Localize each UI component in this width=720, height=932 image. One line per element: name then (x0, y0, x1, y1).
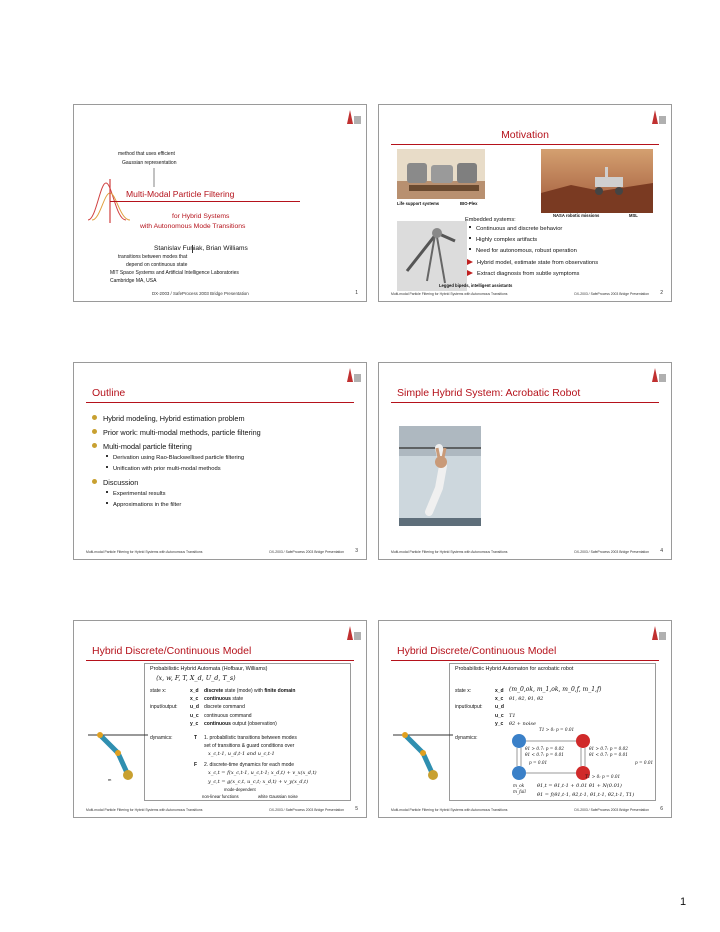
bullet-marker (469, 248, 471, 250)
val-yc: θ2 + noise (509, 721, 536, 727)
var-xc: x_c (495, 696, 504, 702)
mit-logo-icon (341, 624, 363, 642)
outline-item-1: Hybrid modeling, Hybrid estimation problem (92, 414, 245, 423)
prob-right: p = 0.01 (635, 760, 654, 765)
bullet-dot (92, 429, 97, 434)
authors: Stanislav Funiak, Brian Williams (154, 245, 248, 252)
var-ud: u_d (495, 704, 504, 710)
eq-theta-dot: θ̇1 = f(θ1,t-1, θ2,t-1, θ̇1,t-1, θ̇2,t-1, T1) (537, 792, 635, 798)
title-rule (86, 660, 354, 661)
title-rule (391, 660, 659, 661)
footer-left: Multi-modal Particle Filtering for Hybrid Systems with Autonomous Transitions (86, 550, 203, 554)
outline-subitem-4-2: Approximations in the filter (106, 502, 181, 508)
motivation-bullet-3: Need for autonomous, robust operation (469, 248, 577, 254)
caption-bipeds: Legged bipeds, intelligent assistants (439, 283, 513, 288)
var-ud: u_d (190, 704, 199, 710)
desc-xd: discrete state (mode) with finite domain (204, 688, 296, 694)
label-m-fail: m_fail (513, 789, 526, 794)
motivation-arrow-2: Extract diagnosis from subtle symptoms (467, 270, 579, 277)
slide-hybrid-model (73, 620, 367, 818)
guard-3: θ1 > 0.7: p = 0.02 (589, 746, 628, 751)
var-xd: x_d (190, 688, 199, 694)
desc-T-3: x_c,t-1, u_d,t-1 and u_c,t-1 (208, 751, 275, 757)
slide-title: Outline (92, 387, 126, 399)
label-io: input/output: (150, 704, 178, 710)
subtitle-2: with Autonomous Mode Transitions (140, 223, 246, 230)
mit-logo-icon (646, 624, 668, 642)
bullet-marker (469, 226, 471, 228)
mode-node-fail-0 (576, 734, 590, 748)
slide-footer: DX-2003 / SafeProcess 2003 Bridge Presentation (152, 291, 249, 296)
title-rule (391, 144, 659, 145)
eq-output: y_c,t = g(x_c,t, u_c,t; x_d,t) + v_y(x_d,t) (208, 779, 309, 785)
svg-text:m: m (108, 777, 112, 782)
title-rule (391, 402, 659, 403)
bullet-marker (106, 502, 108, 504)
annotation-gaussian: Gaussian representation (122, 160, 177, 166)
pha-tuple: ⟨x, w, F, T, X_d, U_d, T_s⟩ (156, 674, 236, 682)
affiliation-line-1: MIT Space Systems and Artificial Intelligence Laboratories (110, 270, 239, 276)
val-xd: (m_0,ok, m_1,ok, m_0,f, m_1,f) (509, 686, 602, 693)
slide-acrobatic-robot (378, 362, 672, 560)
label-state: state x: (455, 688, 472, 694)
motivation-bullet-1: Continuous and discrete behavior (469, 226, 562, 232)
page-number: 1 (680, 896, 687, 908)
bullet-dot (92, 443, 97, 448)
var-yc: y_c (495, 721, 504, 727)
outline-subitem-3-1: Derivation using Rao-Blackwellised particle filtering (106, 455, 244, 461)
slide-number: 4 (660, 548, 663, 554)
motivation-arrow-1: Hybrid model, estimate state from observations (467, 259, 598, 266)
robot-arm-diagram (393, 731, 453, 791)
slide-number: 1 (355, 290, 358, 296)
desc-xc: continuous state (204, 696, 244, 702)
biped-robot-photo (397, 221, 467, 291)
bullet-marker (469, 237, 471, 239)
slide-title: Simple Hybrid System: Acrobatic Robot (397, 387, 581, 399)
mit-logo-icon (646, 366, 668, 384)
guard-2: θ1 < 0.7: p = 0.01 (525, 752, 564, 757)
transition-t1-top: T1 > 0: p = 0.01 (539, 727, 575, 732)
desc-T-2: set of transitions & guard conditions over (204, 743, 295, 749)
prob-mid: p = 0.01 (529, 760, 548, 765)
label-dynamics: dynamics: (150, 735, 173, 741)
slide-title (73, 104, 367, 302)
caption-life-support: Life support systems (397, 201, 440, 206)
var-uc: u_c (495, 713, 504, 719)
gaussian-curve-2 (92, 193, 130, 220)
label-state: state x: (150, 688, 167, 694)
slide-number: 5 (355, 806, 358, 812)
slide-title: Hybrid Discrete/Continuous Model (92, 645, 252, 657)
footer-right: DX-2003 / SafeProcess 2003 Bridge Presentation (269, 550, 344, 554)
bioplex-photo (397, 149, 485, 199)
guard-1: θ1 > 0.7: p = 0.02 (525, 746, 564, 751)
annotation-mode-dependent: mode-dependent (224, 787, 256, 792)
annotation-transitions: transitions between modes that (118, 254, 188, 260)
outline-subitem-3-2: Unification with prior multi-modal methods (106, 466, 221, 472)
outline-item-4: Discussion (92, 478, 138, 487)
var-yc: y_c (190, 721, 199, 727)
var-F: F (194, 762, 198, 768)
slide-number: 3 (355, 548, 358, 554)
caption-msl: MSL (629, 213, 638, 218)
bullet-marker (106, 491, 108, 493)
affiliation-line-2: Cambridge MA, USA (110, 278, 157, 284)
arrow-right-icon (467, 259, 473, 265)
slide-number: 2 (660, 290, 663, 296)
annotation-efficient: method that uses efficient (118, 151, 175, 157)
gymnast-photo (399, 426, 481, 526)
annotation-pointer-2 (192, 245, 193, 253)
footer-right: DX-2003 / SafeProcess 2003 Bridge Presentation (574, 550, 649, 554)
transition-t1-bottom: T1 > 0: p = 0.01 (585, 774, 621, 779)
slide-title-text: Multi-Modal Particle Filtering (126, 189, 235, 199)
box-title: Probabilistic Hybrid Automata (Hofbaur, Williams) (150, 666, 268, 672)
mit-logo-icon (341, 108, 363, 126)
desc-ud: discrete command (204, 704, 245, 710)
desc-uc: continuous command (204, 713, 252, 719)
bullet-dot (92, 479, 97, 484)
caption-bioplex: BIO-Plex (460, 201, 478, 206)
mit-logo-icon (341, 366, 363, 384)
var-T: T (194, 735, 198, 741)
slide-motivation (378, 104, 672, 302)
slide-title: Motivation (501, 129, 549, 141)
title-rule (86, 402, 354, 403)
var-uc: u_c (190, 713, 199, 719)
annotation-nonlinear: non-linear functions (202, 794, 239, 799)
mode-node-ok-0 (512, 734, 526, 748)
footer-right: DX-2003 / SafeProcess 2003 Bridge Presentation (269, 808, 344, 812)
mars-rover-photo (541, 149, 653, 213)
desc-T-1: 1. probabilistic transitions between modes (204, 735, 297, 741)
val-uc: T1 (509, 713, 516, 719)
outline-item-3: Multi-modal particle filtering (92, 442, 192, 451)
slide-title: Hybrid Discrete/Continuous Model (397, 645, 557, 657)
mode-node-ok-1 (512, 766, 526, 780)
eq-state: x_c,t = f(x_c,t-1, u_c,t-1; x_d,t) + v_x(x_d,t) (208, 770, 317, 776)
box-title: Probabilistic Hybrid Automaton for acrobatic robot (455, 666, 574, 672)
mit-logo-icon (646, 108, 668, 126)
footer-right: DX-2003 / SafeProcess 2003 Bridge Presentation (574, 292, 649, 296)
slide-hybrid-model-robot (378, 620, 672, 818)
guard-4: θ1 < 0.7: p = 0.01 (589, 752, 628, 757)
footer-left: Multi-modal Particle Filtering for Hybrid Systems with Autonomous Transitions (391, 808, 508, 812)
slide-number: 6 (660, 806, 663, 812)
var-xd: x_d (495, 688, 504, 694)
eq-theta: θ1,t = θ1,t-1 + 0.01 θ̇1 + N(0.01) (537, 783, 622, 789)
outline-item-2: Prior work: multi-modal methods, particle filtering (92, 428, 261, 437)
embedded-systems-label: Embedded systems: (465, 217, 516, 223)
bullet-dot (92, 415, 97, 420)
outline-subitem-4-1: Experimental results (106, 491, 166, 497)
annotation-depend: depend on continuous state (126, 262, 188, 268)
bullet-marker (106, 455, 108, 457)
label-io: input/output: (455, 704, 483, 710)
subtitle-1: for Hybrid Systems (172, 213, 230, 220)
val-xc: θ1, θ2, θ̇1, θ̇2 (509, 696, 544, 702)
label-dynamics: dynamics: (455, 735, 478, 741)
bullet-marker (106, 466, 108, 468)
footer-left: Multi-modal Particle Filtering for Hybrid Systems with Autonomous Transitions (86, 808, 203, 812)
arrow-right-icon (467, 270, 473, 276)
footer-right: DX-2003 / SafeProcess 2003 Bridge Presentation (574, 808, 649, 812)
robot-arm-diagram (88, 731, 148, 791)
label-m-ok: m_ok (513, 783, 525, 788)
var-xc: x_c (190, 696, 199, 702)
footer-left: Multi-modal Particle Filtering for Hybrid Systems with Autonomous Transitions (391, 292, 508, 296)
desc-F-1: 2. discrete-time dynamics for each mode (204, 762, 295, 768)
title-rule (110, 201, 300, 202)
slide-outline (73, 362, 367, 560)
footer-left: Multi-modal Particle Filtering for Hybrid Systems with Autonomous Transitions (391, 550, 508, 554)
annotation-noise: white Gaussian noise (258, 794, 298, 799)
caption-nasa: NASA robotic missions (553, 213, 600, 218)
motivation-bullet-2: Highly complex artifacts (469, 237, 537, 243)
desc-yc: continuous output (observation) (204, 721, 277, 727)
